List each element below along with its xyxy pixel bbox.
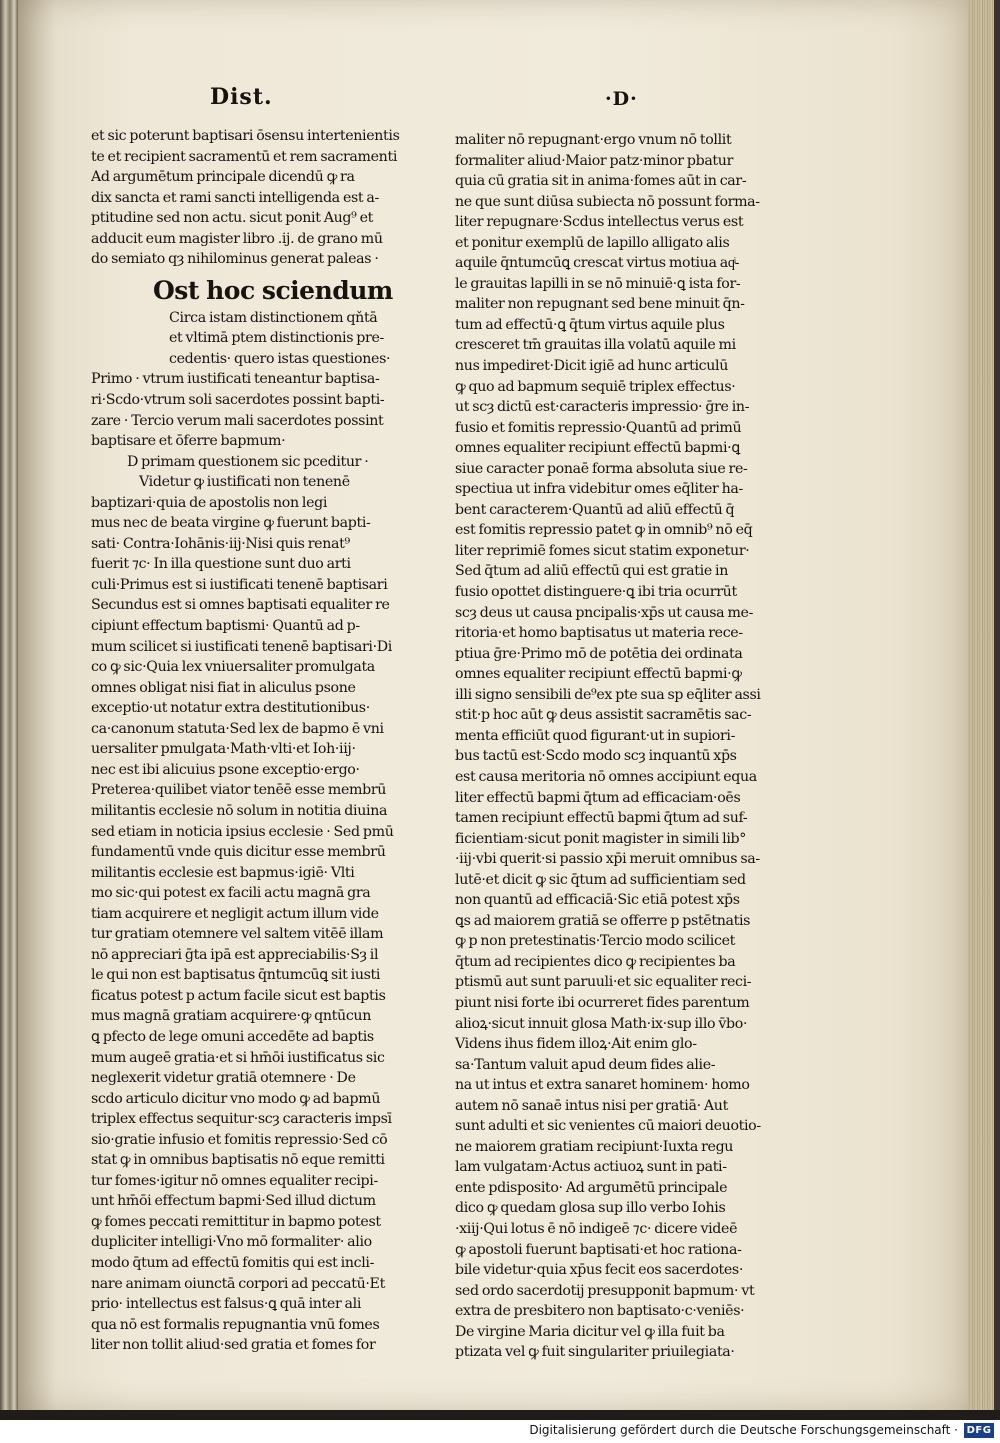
text-line: ·xiij·Qui lotus ē nō indigeē ⁊c· dicere videē — [455, 1220, 738, 1237]
text-line: sio·gratie infusio et fomitis repressio·Sed cō — [91, 1131, 388, 1148]
text-line: ritoria·et homo baptisatus ut materia rece- — [455, 625, 743, 642]
text-line: liter non tollit aliud·sed gratia et fomes for — [91, 1337, 376, 1354]
text-line: sa·Tantum valuit apud deum fides alie- — [455, 1056, 716, 1073]
text-line: q̄tum ad recipientes dico ꝙ recipientes ba — [455, 953, 736, 970]
right-page-edges — [968, 0, 1000, 1410]
text-line: ꝙ p non pretestinatis·Tercio modo scilicet — [455, 933, 735, 950]
text-line: unt hm̄ōi effectum bapmi·Sed illud dictum — [91, 1193, 376, 1210]
text-line: fundamentū vnde quis dicitur esse membrū — [91, 844, 386, 861]
text-line: nec est ibi alicuius psone exceptio·ergo· — [91, 761, 360, 778]
text-line: ptismū aut sunt paruuli·et sic equaliter reci- — [455, 974, 752, 991]
text-line: zare · Tercio verum mali sacerdotes possint — [91, 412, 384, 429]
text-line: autem nō sanaē intus nisi per gratiā· Aut — [455, 1097, 728, 1114]
text-line: ptizata vel ꝙ fuit singulariter priuilegiata· — [455, 1344, 735, 1361]
running-header-left: Dist. — [210, 84, 273, 110]
text-line: maliter nō repugnant·ergo vnum nō tollit — [455, 132, 732, 148]
text-line: liter effectū bapmi q̄tum ad efficaciam·oēs — [455, 789, 741, 806]
text-line: et ponitur exemplū de lapillo alligato alis — [455, 234, 730, 251]
text-line: prio· intellectus est falsus·ꝗ quā inter ali — [91, 1296, 362, 1313]
text-line: ptitudine sed non actu. sicut ponit Aug⁹ et — [91, 210, 374, 227]
text-line: mus magnā gratiam acquirere·ꝙ qntūcun — [91, 1008, 371, 1025]
text-line: liter repugnare·Scdus intellectus verus est — [455, 214, 744, 231]
text-line: extra de presbitero non baptisato·c·veniēs· — [455, 1303, 745, 1320]
running-header-right: ·D· — [605, 88, 638, 110]
text-line: baptisare et ōferre bapmum· — [91, 433, 286, 450]
text-line: nare animam oiunctā corpori ad peccatū·Et — [91, 1275, 385, 1292]
text-line: lam vulgatam·Actus actiuoꝝ sunt in pati- — [455, 1159, 727, 1176]
text-line: piunt nisi forte ibi ocurreret fides parentum — [455, 994, 750, 1011]
text-line: militantis ecclesie nō solum in notitia diuina — [91, 802, 388, 819]
footer-bar — [0, 1420, 1000, 1443]
text-line: De virgine Maria dicitur vel ꝙ illa fuit ba — [455, 1323, 725, 1340]
text-line: dico ꝙ quedam glosa sup illo verbo Iohis — [455, 1200, 726, 1217]
text-line: siue caracter ponaē forma absoluta siue re- — [455, 460, 748, 477]
text-line: est fomitis repressio patet ꝙ in omnib⁹ nō eq̄ — [455, 522, 753, 539]
text-line: triplex effectus sequitur·scȝ caracteris impsī — [91, 1111, 392, 1128]
text-line: le grauitas lapilli in se nō minuiē·ꝗ ista for- — [455, 275, 741, 292]
text-line: sed ordo sacerdotij presupponit bapmum· vt — [455, 1282, 755, 1299]
text-line: dix sancta et rami sancti intelligenda est a- — [91, 189, 379, 206]
text-line: Videtur ꝙ iustificati non tenenē — [139, 474, 350, 491]
text-line: omnes obligat nisi fiat in aliculus psone — [91, 679, 356, 696]
text-line: na ut intus et extra sanaret hominem· homo — [455, 1077, 750, 1094]
text-line: spectiua ut infra videbitur omes eq̄liter ha- — [455, 481, 743, 498]
text-line: tur fomes·igitur nō omnes equaliter recipi- — [91, 1172, 378, 1189]
text-line: Preterea·quilibet viator tenēē esse membrū — [91, 782, 387, 799]
text-line: ficientiam·sicut ponit magister in simili lib° — [455, 830, 747, 847]
text-line: stat ꝙ in omnibus baptisatis nō eque remitti — [91, 1152, 385, 1169]
text-line: cipiunt effectum baptismi· Quantū ad p- — [91, 618, 360, 635]
text-line: alioꝝ·sicut innuit glosa Math·ix·sup illo v̄bo· — [455, 1015, 748, 1032]
text-line: te et recipient sacramentū et rem sacramenti — [91, 148, 398, 165]
text-line: neglexerit videtur gratiā otemnere · De — [91, 1070, 356, 1087]
text-line: menta efficiūt quod figurant·ut in supiori- — [455, 727, 736, 744]
text-line: scȝ deus ut causa pncipalis·xp̄s ut causa me- — [455, 604, 754, 621]
text-line: ne maiorem gratiam recipiunt·Iuxta regu — [455, 1138, 734, 1155]
dfg-logo: DFG — [964, 1423, 994, 1438]
text-line: culi·Primus est si iustificati tenenē baptisari — [91, 576, 388, 593]
text-line: le qui non est baptisatus q̄ntumcūꝗ sit iusti — [91, 967, 381, 984]
text-line: et sic poterunt baptisari ōsensu intertenientis — [91, 128, 400, 144]
text-line: qua nō est formalis repugnantia vnū fomes — [91, 1316, 380, 1333]
text-line: cedentis· quero istas questiones· — [169, 350, 391, 367]
text-line: bus tactū est·Scdo modo scȝ inquantū xp̄s — [455, 748, 737, 765]
text-line: ca·canonum statuta·Sed lex de bapmo ē vni — [91, 720, 384, 737]
text-line: baptizari·quia de apostolis non legi — [91, 494, 328, 511]
right-text-column — [455, 130, 767, 1363]
text-line: et vltimā ptem distinctionis pre- — [169, 330, 384, 347]
text-line: sunt adulti et sic venientes cū maiori deuotio- — [455, 1118, 761, 1135]
text-line: Ad argumētum principale dicendū ꝙ ra — [91, 169, 355, 186]
text-line: nō appreciari ḡta ipā est appreciabilis·Sȝ il — [91, 946, 379, 963]
text-line: ꝗ pfecto de lege omuni accedēte ad baptis — [91, 1028, 374, 1045]
text-line: Sed q̄tum ad aliū effectū qui est gratie in — [455, 563, 729, 580]
text-line: omnes equaliter recipiunt effectū bapmi·ꝗ — [455, 440, 740, 457]
text-line: ficatus potest p actum facile sicut est baptis — [91, 987, 386, 1004]
text-line: uersaliter pmulgata·Math·vlti·et Ioh·iij· — [91, 741, 356, 758]
text-line: do semiato qȝ nihilominus generat paleas · — [91, 251, 379, 268]
text-line: ne que sunt diūsa subiecta nō possunt forma- — [455, 193, 760, 210]
text-line: Videns ihus fidem illoꝝ·Ait enim glo- — [455, 1036, 697, 1053]
text-line: co ꝙ sic·Quia lex vniuersaliter promulgata — [91, 659, 375, 676]
text-line: formaliter aliud·Maior patz·minor pbatur — [455, 152, 734, 169]
text-line: fusio et fomitis repressio·Quantū ad primū — [455, 419, 742, 436]
text-line: nus impediret·Dicit igiē ad hunc articulū — [455, 358, 729, 375]
text-line: Primo · vtrum iustificati teneantur baptisa- — [91, 371, 380, 388]
text-line: ꝙ fomes peccati remittitur in bapmo potest — [91, 1213, 381, 1230]
text-line: fusio opottet distinguere·ꝗ ibi tria ocurrūt — [455, 584, 737, 601]
text-line: cresceret tm̄ grauitas illa volatū aquile mi — [455, 337, 736, 354]
text-line: dupliciter intelligi·Vno mō formaliter· alio — [91, 1234, 372, 1251]
text-line: mum augeē gratia·et si hm̄ōi iustificatus sic — [91, 1049, 385, 1066]
text-line: militantis ecclesie est bapmus·igiē· Vlti — [91, 864, 355, 881]
text-line: ꝙ apostoli fuerunt baptisati·et hoc rationa- — [455, 1241, 742, 1258]
text-line: bent caracterem·Quantū ad aliū effectū q̄ — [455, 501, 735, 518]
text-line: adducit eum magister libro .ij. de grano mū — [91, 230, 383, 247]
text-line: aquile q̄ntumcūꝗ crescat virtus motiua aqͥ- — [455, 255, 740, 272]
text-line: lutē·et dicit ꝙ sic q̄tum ad sufficientiam sed — [455, 871, 746, 888]
text-line: D primam questionem sic pceditur · — [127, 453, 369, 470]
text-line: ·iij·vbi querit·si passio xp̄i meruit omnibus sa- — [455, 851, 760, 868]
text-line: Circa istam distinctionem qňtā — [169, 309, 378, 326]
text-line: tur gratiam otemnere vel saltem vitēē illam — [91, 926, 384, 943]
text-line: exceptio·ut notatur extra destitutionibus· — [91, 700, 370, 717]
text-line: illi signo sensibili de⁹ex pte sua sp eq̄liter assi — [455, 686, 761, 703]
text-line: liter reprimiē fomes sicut statim exponetur· — [455, 542, 750, 559]
text-line: tamen recipiunt effectū bapmi q̄tum ad suf- — [455, 810, 748, 827]
text-line: mo sic·qui potest ex facili actu magnā gra — [91, 885, 371, 902]
text-line: ꝗs ad maiorem gratiā se offerre p pstētnatis — [455, 912, 751, 929]
text-line: Secundus est si omnes baptisati equaliter re — [91, 597, 390, 614]
text-line: ente pdisposito· Ad argumētū principale — [455, 1179, 728, 1196]
text-line: fuerit ⁊c· In illa questione sunt duo arti — [91, 556, 351, 573]
text-line: stit·p hoc aūt ꝙ deus assistit sacramētis sac- — [455, 707, 752, 724]
text-line: bile videtur·quia xp̄us fecit eos sacerdotes· — [455, 1262, 744, 1279]
left-text-column — [91, 126, 401, 1356]
text-line: ptiua ḡre·Primo mō de potētia dei ordinata — [455, 645, 743, 662]
text-line: maliter non repugnant sed bene minuit q̄n- — [455, 296, 745, 313]
text-line: mum scilicet si iustificati tenenē baptisari·Di — [91, 638, 392, 655]
text-line: ri·Scdo·vtrum soli sacerdotes possint bapti- — [91, 392, 385, 409]
text-line: mus nec de beata virgine ꝙ fuerunt bapti- — [91, 515, 371, 532]
text-line: sed etiam in noticia ipsius ecclesie · Sed pmū — [91, 823, 394, 840]
text-line: scdo articulo dicitur vno modo ꝙ ad bapmū — [91, 1090, 381, 1107]
text-line: tiam acquirere et negligit actum illum vide — [91, 905, 379, 922]
text-line: sati· Contra·Iohānis·iij·Nisi quis renat⁹ — [91, 535, 350, 552]
left-page-edges — [0, 0, 18, 1410]
text-line: non quantū ad efficaciā·Sic etiā potest xp̄s — [455, 892, 740, 909]
text-line: est causa meritoria nō omnes accipiunt equa — [455, 768, 757, 785]
section-heading: Ost hoc sciendum — [153, 275, 393, 305]
funding-notice: Digitalisierung gefördert durch die Deutsche Forschungsgemeinschaft · — [529, 1423, 958, 1437]
text-line: quia cū gratia sit in anima·fomes aūt in car- — [455, 173, 747, 190]
text-line: ut scȝ dictū est·caracteris impressio· ḡre in- — [455, 399, 750, 416]
text-line: modo q̄tum ad effectū fomitis qui est incli- — [91, 1254, 375, 1271]
text-line: tum ad effectū·ꝗ q̄tum virtus aquile plus — [455, 316, 725, 333]
text-line: ꝙ quo ad bapmum sequiē triplex effectus· — [455, 378, 736, 395]
text-line: omnes equaliter recipiunt effectū bapmi·ꝙ — [455, 666, 742, 683]
